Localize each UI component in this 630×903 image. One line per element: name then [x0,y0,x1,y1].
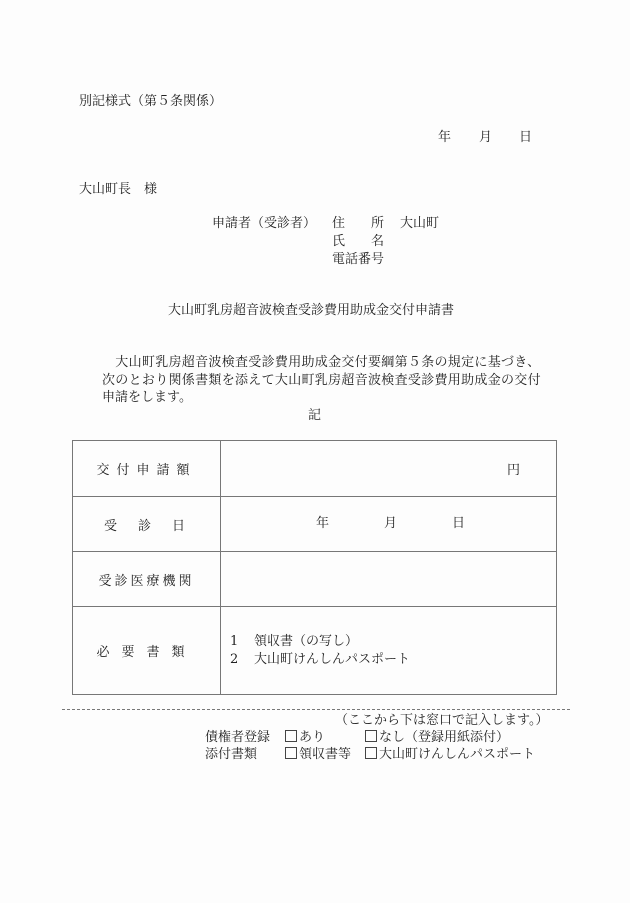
documents-label: 必要書類 [73,607,221,695]
phone-label: 電話番号 [332,252,385,267]
table-row-amount [73,441,557,497]
attach-option-receipt[interactable]: 領収書等 [285,747,351,763]
body-line: 大山町乳房超音波検査受診費用助成金交付要綱第５条の規定に基づき、 [102,355,541,370]
body-line: 申請をします。 [102,390,192,405]
form-reference: 別記様式（第５条関係） [79,94,223,109]
visit-month: 月 [384,516,398,531]
creditor-label: 債権者登録 [205,730,271,745]
amount-field[interactable] [221,441,557,497]
institution-field[interactable] [221,552,557,607]
visit-day: 日 [452,516,466,531]
creditor-option-no[interactable]: なし（登録用紙添付） [365,730,509,746]
ki-heading: 記 [308,408,322,423]
visit-year: 年 [316,516,330,531]
attach-option-passport[interactable]: 大山町けんしんパスポート [365,747,535,763]
date-day: 日 [519,130,533,145]
body-line: 次のとおり関係書類を添えて大山町乳房超音波検査受診費用助成金の交付 [102,373,541,388]
list-item: 2 大山町けんしんパスポート [230,651,411,667]
date-month: 月 [479,130,493,145]
table-row-documents [73,607,557,695]
checkbox[interactable] [285,747,297,759]
amount-label: 交付申請額 [73,441,221,497]
documents-list [221,607,557,695]
address-value: 大山町 [400,216,440,231]
creditor-option-yes[interactable]: あり [285,730,325,746]
visit-date-label: 受 診 日 [73,497,221,552]
document-title: 大山町乳房超音波検査受診費用助成金交付申請書 [168,303,455,318]
cut-line-divider [62,709,570,710]
checkbox[interactable] [285,730,297,742]
yen-unit: 円 [506,463,520,478]
address-label: 住 所 [332,216,385,231]
date-year: 年 [438,130,452,145]
visit-date-field[interactable] [221,497,557,552]
list-item: 1 領収書（の写し） [230,633,359,649]
addressee: 大山町長 様 [79,182,158,197]
office-use-note: （ここから下は窓口で記入します。） [335,713,549,728]
applicant-label: 申請者（受診者） [212,216,317,231]
institution-label: 受診医療機関 [73,552,221,607]
attach-label: 添付書類 [205,747,258,762]
checkbox[interactable] [365,747,377,759]
name-label: 氏 名 [332,234,385,249]
application-table [72,440,557,695]
table-row-institution [73,552,557,607]
table-row-visit-date [73,497,557,552]
checkbox[interactable] [365,730,377,742]
